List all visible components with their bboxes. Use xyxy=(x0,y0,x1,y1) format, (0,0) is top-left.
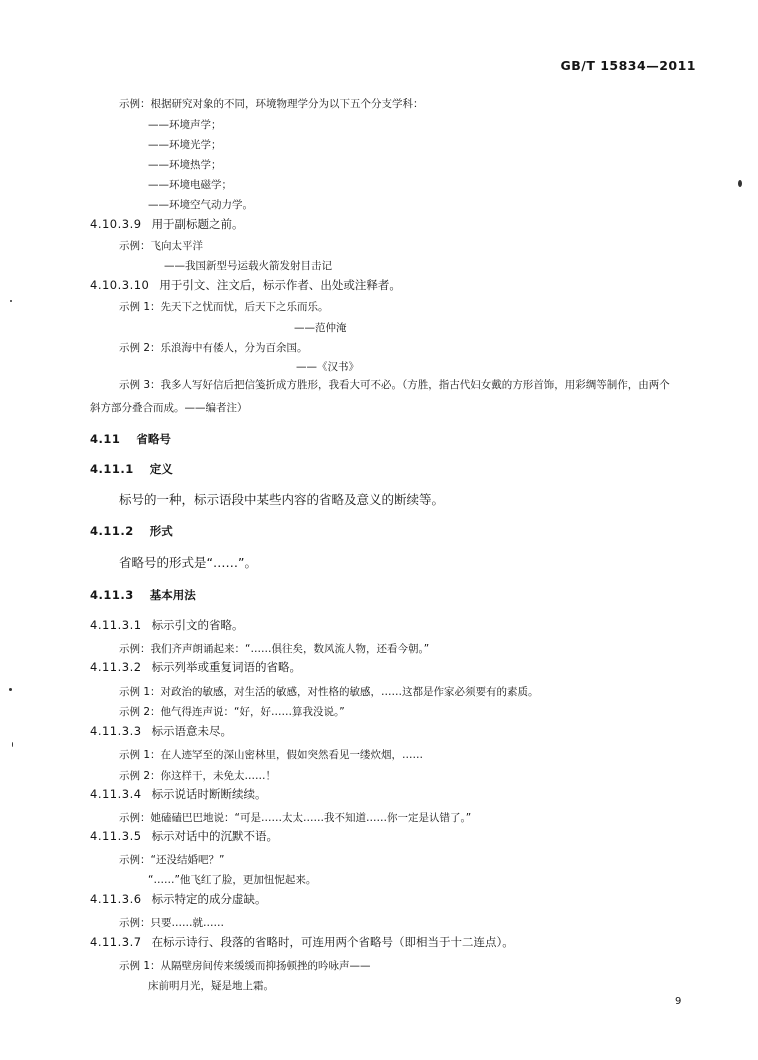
section-4-11-2-heading xyxy=(90,523,173,539)
section-number: 4.11.1 xyxy=(90,462,134,476)
example-line: 示例：我们齐声朗诵起来：“……俱往矣，数风流人物，还看今朝。” xyxy=(119,643,430,655)
example-line: “……”他飞红了脸，更加忸怩起来。 xyxy=(148,874,317,886)
clause-text: 在标示诗行、段落的省略时，可连用两个省略号（即相当于十二连点）。 xyxy=(151,935,514,949)
clause-text: 标示引文的省略。 xyxy=(151,618,244,632)
example-line: 示例 1：先天下之忧而忧，后天下之乐而乐。 xyxy=(119,301,329,313)
clause-number: 4.10.3.9 xyxy=(90,217,142,231)
standard-code-header: GB/T 15834—2011 xyxy=(560,58,696,73)
clause-number: 4.11.3.2 xyxy=(90,660,142,674)
clause-text: 用于副标题之前。 xyxy=(151,217,244,231)
clause-4-11-3-5 xyxy=(90,828,278,844)
example-subtitle: ——我国新型号运载火箭发射目击记 xyxy=(164,260,332,272)
clause-text: 标示对话中的沉默不语。 xyxy=(151,829,279,843)
section-number: 4.11 xyxy=(90,432,121,446)
clause-4-11-3-7 xyxy=(90,934,514,950)
clause-4-11-3-3 xyxy=(90,723,232,739)
scan-speck xyxy=(10,300,12,302)
poem-line: 床前明月光，疑是地上霜。 xyxy=(148,980,274,992)
clause-number: 4.11.3.1 xyxy=(90,618,142,632)
example-line: 示例：飞向太平洋 xyxy=(119,240,203,252)
clause-4-11-3-1 xyxy=(90,617,244,633)
example-line: 示例 1：从隔壁房间传来缓缓而抑扬顿挫的吟咏声—— xyxy=(119,960,371,972)
example-line: 示例：根据研究对象的不同，环境物理学分为以下五个分支学科： xyxy=(119,98,424,110)
clause-text: 用于引文、注文后，标示作者、出处或注释者。 xyxy=(159,278,401,292)
example-line: 示例 1：在人迹罕至的深山密林里，假如突然看见一缕炊烟，…… xyxy=(119,749,424,761)
scan-speck xyxy=(9,688,12,691)
section-title: 定义 xyxy=(149,462,173,476)
list-item: ——环境空气动力学。 xyxy=(148,199,253,211)
clause-number: 4.11.3.3 xyxy=(90,724,142,738)
section-number: 4.11.3 xyxy=(90,588,134,602)
example-line: 示例：她磕磕巴巴地说：“可是……太太……我不知道……你一定是认错了。” xyxy=(119,812,472,824)
list-item: ——环境光学； xyxy=(148,139,222,151)
clause-number: 4.11.3.7 xyxy=(90,935,142,949)
example-line: 示例：“还没结婚吧？” xyxy=(119,854,225,866)
body-paragraph: 省略号的形式是“……”。 xyxy=(119,555,257,570)
clause-4-11-3-6 xyxy=(90,891,267,907)
scan-speck xyxy=(12,742,13,747)
list-item: ——环境电磁学； xyxy=(148,179,232,191)
clause-text: 标示列举或重复词语的省略。 xyxy=(151,660,302,674)
section-title: 省略号 xyxy=(136,432,171,446)
section-4-11-1-heading xyxy=(90,461,173,477)
clause-4-11-3-2 xyxy=(90,659,301,675)
clause-4-11-3-4 xyxy=(90,786,267,802)
example-line: 示例 2：他气得连声说：“好，好……算我没说。” xyxy=(119,706,345,718)
example-line: 示例 1：对政治的敏感，对生活的敏感，对性格的敏感，……这都是作家必须要有的素质。 xyxy=(119,686,539,698)
clause-text: 标示语意未尽。 xyxy=(151,724,233,738)
clause-4-10-3-10 xyxy=(90,277,401,293)
section-4-11-heading xyxy=(90,431,171,447)
clause-number: 4.10.3.10 xyxy=(90,278,150,292)
list-item: ——环境热学； xyxy=(148,159,222,171)
clause-text: 标示特定的成分虚缺。 xyxy=(151,892,267,906)
example-line: 示例：只要……就…… xyxy=(119,917,224,929)
example-line: 示例 2：你这样干，未免太……！ xyxy=(119,770,277,782)
section-4-11-3-heading xyxy=(90,587,196,603)
list-item: ——环境声学； xyxy=(148,119,222,131)
example-attribution: ——《汉书》 xyxy=(296,361,359,373)
clause-number: 4.11.3.6 xyxy=(90,892,142,906)
clause-4-10-3-9 xyxy=(90,216,244,232)
example-paragraph: 示例 3：我多人写好信后把信笺折成方胜形，我看大可不必。（方胜，指古代妇女戴的方形首饰，用彩绸等制作，由两个斜方部分叠合而成。——编者注） xyxy=(90,379,670,414)
scan-speck xyxy=(738,180,742,187)
section-number: 4.11.2 xyxy=(90,524,134,538)
clause-number: 4.11.3.5 xyxy=(90,829,142,843)
section-title: 形式 xyxy=(149,524,173,538)
example-attribution: ——范仲淹 xyxy=(294,322,347,334)
page-number: 9 xyxy=(675,996,682,1007)
section-title: 基本用法 xyxy=(149,588,196,602)
clause-number: 4.11.3.4 xyxy=(90,787,142,801)
clause-text: 标示说话时断断续续。 xyxy=(151,787,267,801)
body-paragraph: 标号的一种，标示语段中某些内容的省略及意义的断续等。 xyxy=(119,492,445,507)
example-line: 示例 2：乐浪海中有倭人，分为百余国。 xyxy=(119,342,308,354)
